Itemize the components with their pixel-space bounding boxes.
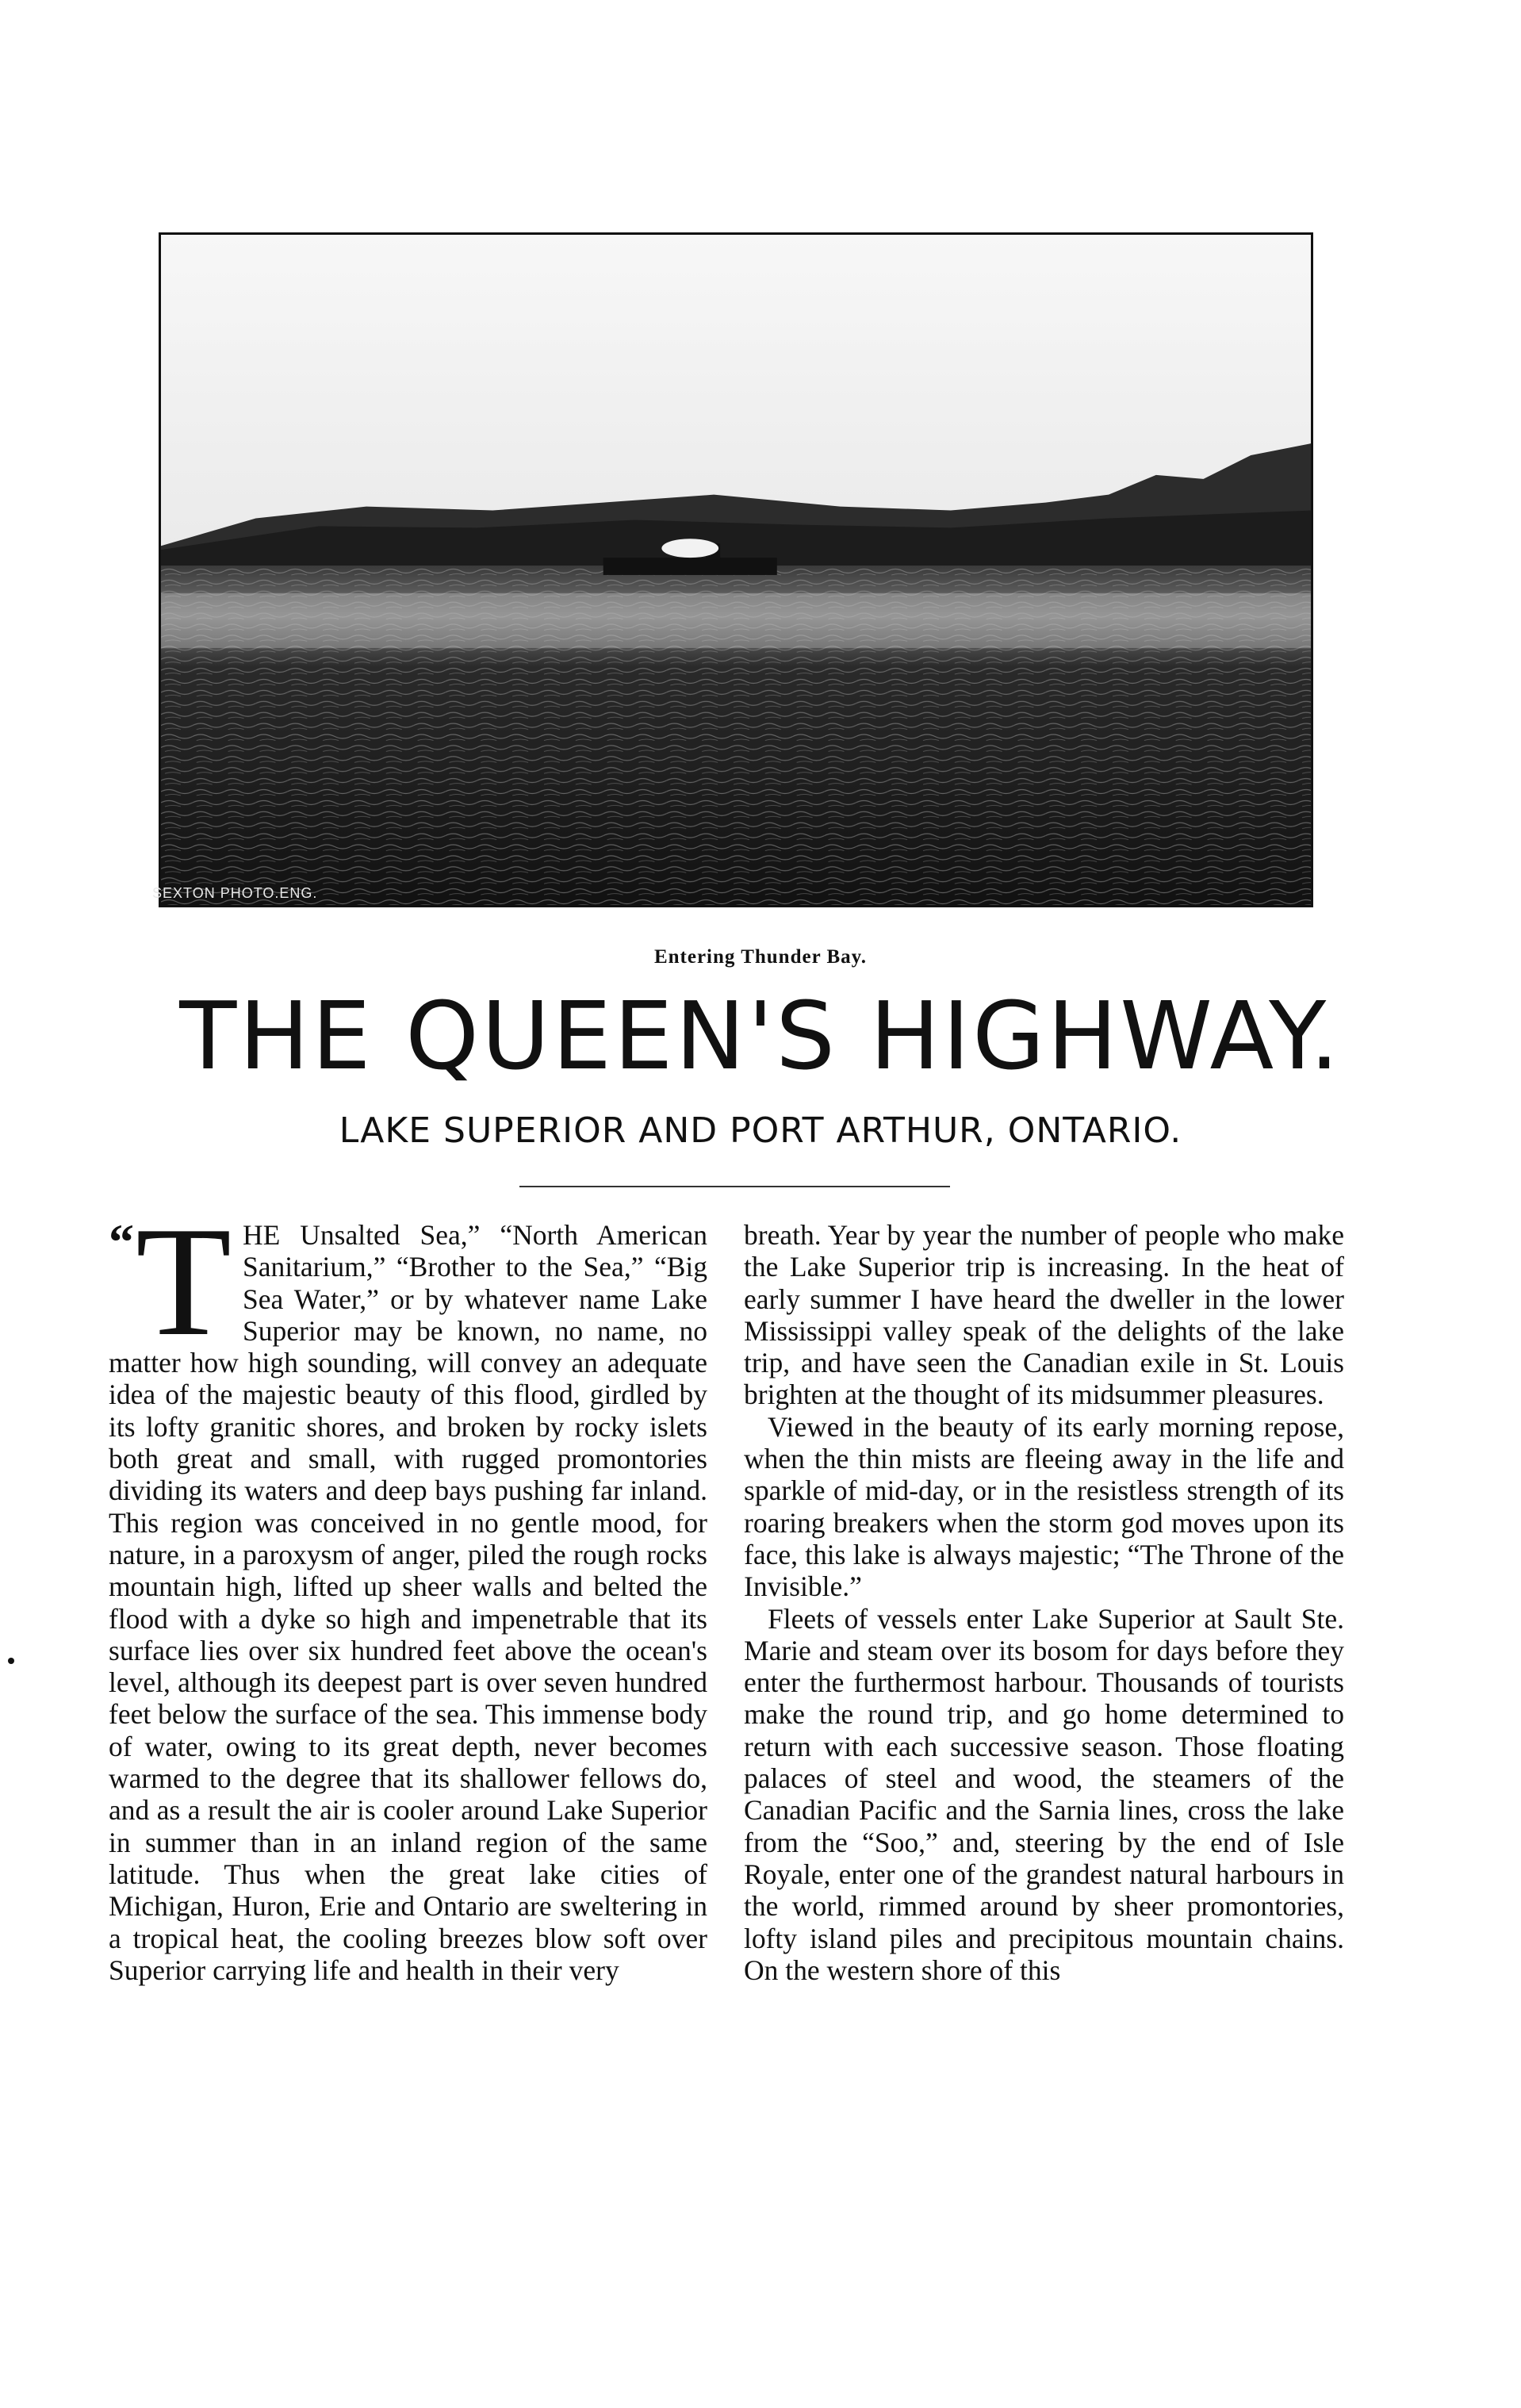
thunder-bay-engraving: [161, 235, 1311, 905]
title-divider: [519, 1186, 950, 1187]
article-paragraph: Fleets of vessels enter Lake Superior at Sault Ste. Marie and steam over its bosom for days before they enter the furthermost harbour. Thousands of tourists make the round trip, and go home determined to return with each successive season. Those floating palaces of steel and wood, the steamers of the Canadian Pacific and the Sarnia lines, cross the lake from the “Soo,” and, steering by the end of Isle Royale, enter one of the grandest natural harbours in the world, rimmed around by sheer promontories, lofty island piles and precipitous mountain chains. On the western shore of this: [744, 1602, 1344, 1986]
article-paragraph: HE Unsalted Sea,” “North American Sanitarium,” “Brother to the Sea,” “Big Sea Water,” or by whatever name Lake Superior may be known, no name, no matter how high sounding, will convey an adequate idea of the majestic beauty of this flood, girdled by its lofty granitic shores, and broken by rocky islets both great and small, with rugged promontories dividing its waters and deep bays pushing far inland. This region was conceived in no gentle mood, for nature, in a paroxysm of anger, piled the rough rocks mountain high, lifted up sheer walls and belted the flood with a dyke so high and impenetrable that its surface lies over six hundred feet above the ocean's level, although its deepest part is over seven hundred feet below the surface of the sea. This immense body of water, owing to its great depth, never becomes warmed to the degree that its shallower fellows do, and as a result the air is cooler around Lake Superior in summer than in an inland region of the same latitude. Thus when the great lake cities of Michigan, Huron, Erie and Ontario are sweltering in a tropical heat, the cooling breezes blow soft over Superior carrying life and health in their very: [109, 1219, 707, 1986]
opening-quote: “: [109, 1219, 134, 1270]
margin-mark: [8, 1658, 14, 1664]
drop-cap: T: [136, 1219, 232, 1368]
photo-caption: Entering Thunder Bay.: [653, 946, 868, 968]
lake-photo: [159, 232, 1313, 907]
page-subtitle: LAKE SUPERIOR AND PORT ARTHUR, ONTARIO.: [339, 1110, 1182, 1151]
article-column-right: [744, 1219, 1344, 2187]
article-column-left: [109, 1219, 707, 2187]
drop-cap-block: [109, 1219, 232, 1368]
engraver-mark: SEXTON PHOTO.ENG.: [152, 885, 318, 901]
page-title: THE QUEEN'S HIGHWAY.: [179, 981, 1342, 1091]
article-paragraph: breath. Year by year the number of people who make the Lake Superior trip is increasing. In the heat of early summer I have heard the dweller in the lower Mississippi valley speak of the delights of the lake trip, and have seen the Canadian exile in St. Louis brighten at the thought of its midsummer pleasures.: [744, 1219, 1344, 1411]
article-paragraph: Viewed in the beauty of its early morning repose, when the thin mists are fleeing away in the life and sparkle of mid-day, or in the resistless strength of its roaring breakers when the storm god moves upon its face, this lake is always majestic; “The Throne of the Invisible.”: [744, 1410, 1344, 1603]
